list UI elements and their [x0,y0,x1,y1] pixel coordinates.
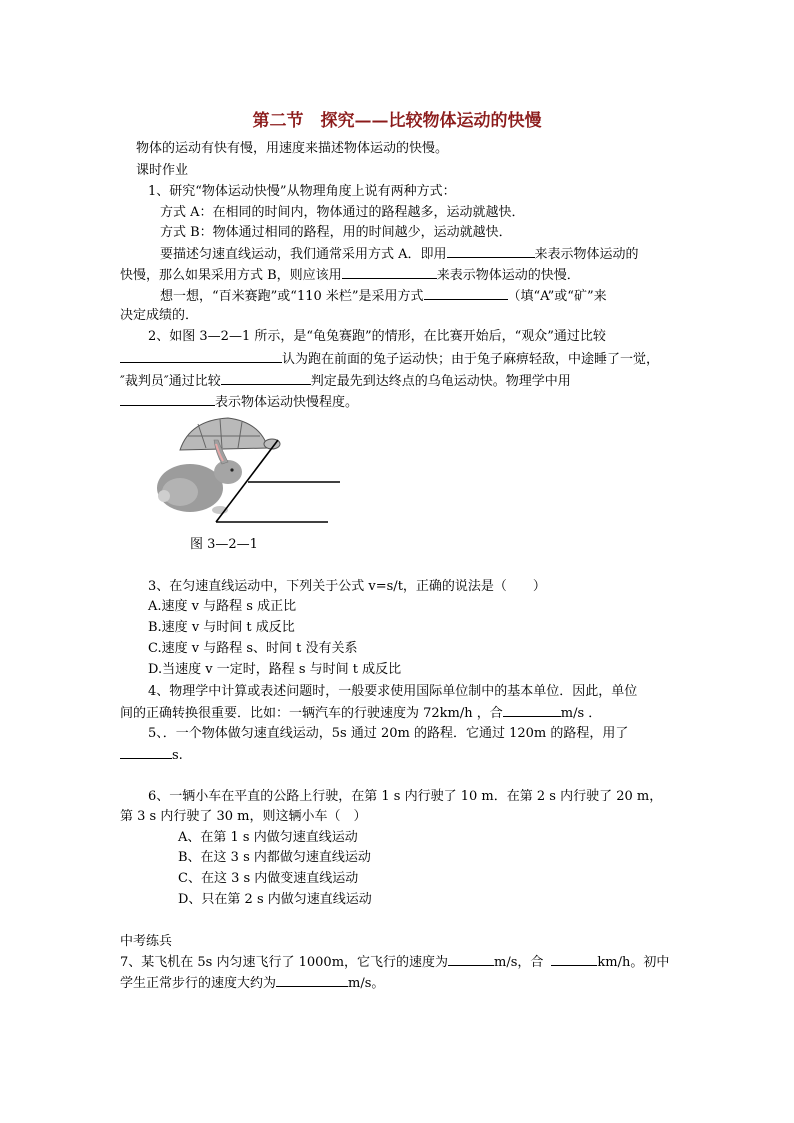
page-title: 第二节 探究——比较物体运动的快慢 [252,111,542,131]
q7-line1-text-a: 7、某飞机在 5s 内匀速飞行了 1000m，它飞行的速度为 [120,955,449,970]
q1-method-b: 方式 B：物体通过相同的路程，用的时间越少，运动就越快． [160,225,512,240]
q7-line1-text-b: m/s，合 [494,955,544,970]
q5-line2 [120,746,183,764]
q1-blank-2[interactable] [342,266,437,279]
tortoise-icon [180,418,280,450]
q2-blank-2[interactable] [221,372,311,385]
q7-line1-text-c: km/h。初中 [597,955,670,970]
q1-line1-text-b: 来表示物体运动的 [534,247,639,262]
q1-stem: 1、研究“物体运动快慢”从物理角度上说有两种方式： [148,184,456,199]
q4-line2-text-b: m/s ． [560,706,602,721]
q2-blank-1[interactable] [120,350,282,363]
homework-label: 课时作业 [136,163,189,178]
q6-line2: 第 3 s 内行驶了 30 m，则这辆小车（ ） [120,809,367,824]
exam-section-heading: 中考练兵 [120,934,173,949]
q1-line3-text-a: 想一想，“百米赛跑”或“110 米栏”是采用方式 [160,289,424,304]
q6-option-d[interactable]: D、只在第 2 s 内做匀速直线运动 [178,892,372,907]
figure-caption: 图 3—2—1 [190,537,258,552]
tortoise-hare-figure [150,412,350,530]
q1-line3-text-b: （填“A”或“矿”来 [507,289,607,304]
q7-line2-text-b: m/s。 [348,976,385,991]
q2-line4-text: 表示物体运动快慢程度。 [215,395,359,410]
q2-line2-text: 认为跑在前面的兔子运动快；由于兔子麻痹轻敌，中途睡了一觉， [282,352,660,367]
q4-line2-text-a: 间的正确转换很重要．比如：一辆汽车的行驶速度为 72km/h ，合 [120,706,503,721]
q7-blank-3[interactable] [276,974,348,987]
q1-line4: 决定成绩的． [120,308,199,323]
q4-line2 [120,704,601,722]
q1-line3 [160,287,607,305]
q4-line1: 4、物理学中计算或表述问题时，一般要求使用国际单位制中的基本单位．因此，单位 [148,684,638,699]
q1-line2-text-a: 快慢，那么如果采用方式 B，则应该用 [120,268,342,283]
q2-line4 [120,393,358,411]
q6-option-c[interactable]: C、在这 3 s 内做变速直线运动 [178,871,359,886]
q3-option-b[interactable]: B.速度 v 与时间 t 成反比 [148,620,295,635]
q5-line2-text: s. [172,748,183,763]
q7-blank-1[interactable] [448,953,494,966]
q2-blank-3[interactable] [120,393,215,406]
q2-line1: 2、如图 3—2—1 所示，是“龟兔赛跑”的情形，在比赛开始后，“观众”通过比较 [148,329,606,344]
q7-line1 [120,953,669,971]
q1-blank-3[interactable] [424,287,508,300]
q3-stem: 3、在匀速直线运动中，下列关于公式 v=s/t，正确的说法是（ ） [148,579,546,594]
q1-blank-1[interactable] [447,245,535,258]
q3-option-c[interactable]: C.速度 v 与路程 s、时间 t 没有关系 [148,641,358,656]
q7-line2-text-a: 学生正常步行的速度大约为 [120,976,277,991]
q7-line2 [120,974,384,992]
q6-option-a[interactable]: A、在第 1 s 内做匀速直线运动 [178,830,358,845]
intro-text: 物体的运动有快有慢，用速度来描述物体运动的快慢。 [136,141,449,156]
q1-line1 [160,245,639,263]
rabbit-icon [157,440,242,514]
q2-line3-text-a: ″裁判员″通过比较 [120,374,221,389]
q1-line2 [120,266,580,284]
q1-line2-text-b: 来表示物体运动的快慢． [436,268,580,283]
q3-option-d[interactable]: D.当速度 v 一定时，路程 s 与时间 t 成反比 [148,662,402,677]
q2-line3 [120,372,571,390]
q6-line1: 6、一辆小车在平直的公路上行驶，在第 1 s 内行驶了 10 m．在第 2 s 内行驶了 20 m， [148,789,663,804]
q1-method-a: 方式 A：在相同的时间内，物体通过的路程越多，运动就越快． [160,205,525,220]
q3-option-a[interactable]: A.速度 v 与路程 s 成正比 [148,599,297,614]
q2-line2 [120,350,659,368]
q5-blank[interactable] [120,746,172,759]
q7-blank-2[interactable] [551,953,597,966]
q1-line1-text-a: 要描述匀速直线运动，我们通常采用方式 A．即用 [160,247,447,262]
q6-option-b[interactable]: B、在这 3 s 内都做匀速直线运动 [178,850,371,865]
q4-blank[interactable] [503,704,561,717]
q5-line1: 5、．一个物体做匀速直线运动，5s 通过 20m 的路程．它通过 120m 的路程，用了 [148,726,629,741]
q2-line3-text-b: 判定最先到达终点的乌龟运动快。物理学中用 [310,374,571,389]
